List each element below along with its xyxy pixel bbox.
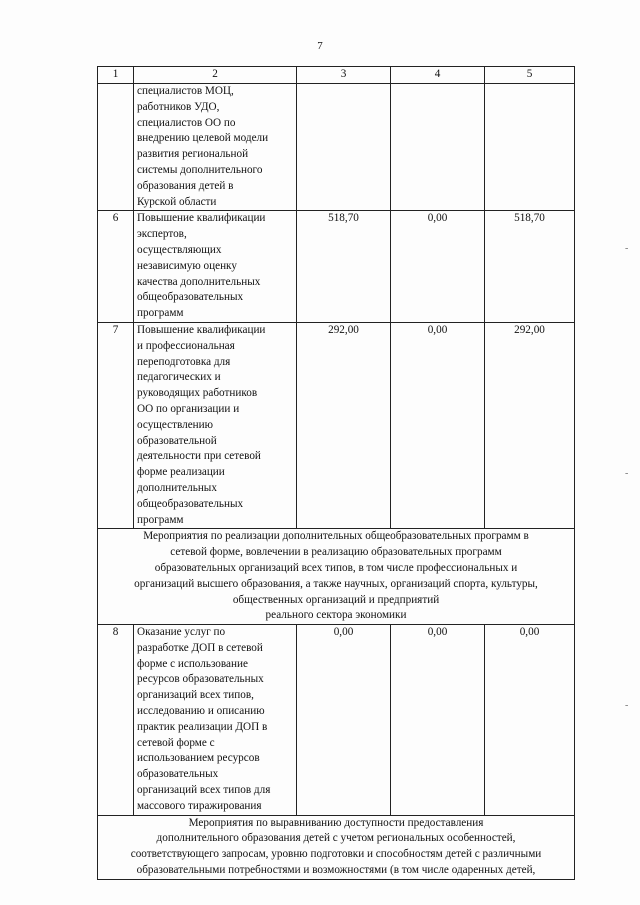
row-number: 7	[98, 322, 134, 528]
value-col5: 0,00	[485, 625, 575, 816]
table-row	[98, 322, 575, 528]
value-col3	[297, 84, 391, 211]
value-col5	[485, 84, 575, 211]
table-row	[98, 625, 575, 816]
row-number	[98, 84, 134, 211]
column-header-2: 2	[134, 67, 297, 84]
value-col5: 518,70	[485, 211, 575, 323]
row-description: Оказание услуг по разработке ДОП в сетевой форме с использование ресурсов образовательных организаций всех типов, исследованию и описанию практик реализации ДОП в сетевой форме с использованием ресурсов образовательных организаций всех типов для массового тиражирования	[134, 625, 297, 816]
row-number: 8	[98, 625, 134, 816]
value-col4	[391, 84, 485, 211]
page-number: 7	[317, 40, 323, 52]
row-description: специалистов МОЦ, работников УДО, специалистов ОО по внедрению целевой модели развития региональной системы дополнительного образования детей в Курской области	[134, 84, 297, 211]
budget-table	[97, 66, 575, 880]
section-row	[98, 815, 575, 879]
section-heading: Мероприятия по реализации дополнительных общеобразовательных программ в сетевой форме, вовлечении в реализацию образовательных программ образовательных организаций всех типов, в том числе профессиональных и организаций высшего образования, а также научных, организаций спорта, культуры, общественных организаций и предприятий реального сектора экономики	[98, 529, 575, 625]
row-number: 6	[98, 211, 134, 323]
table-row	[98, 84, 575, 211]
section-row	[98, 529, 575, 625]
value-col4: 0,00	[391, 211, 485, 323]
row-description: Повышение квалификации экспертов, осуществляющих независимую оценку качества дополнительных общеобразовательных программ	[134, 211, 297, 323]
column-header-5: 5	[485, 67, 575, 84]
value-col3: 0,00	[297, 625, 391, 816]
value-col4: 0,00	[391, 322, 485, 528]
scan-mark: -	[625, 700, 629, 711]
column-header-1: 1	[98, 67, 134, 84]
section-heading: Мероприятия по выравниванию доступности предоставления дополнительного образования детей с учетом региональных особенностей, соответствующего запросам, уровню подготовки и способностям детей с различными образовательными потребностями и возможностями (в том числе одаренных детей,	[98, 815, 575, 879]
column-header-4: 4	[391, 67, 485, 84]
scan-mark: -	[625, 468, 629, 479]
row-description: Повышение квалификации и профессиональная переподготовка для педагогических и руководящих работников ОО по организации и осуществлению образовательной деятельности при сетевой форме реализации дополнительных общеобразовательных программ	[134, 322, 297, 528]
table-row	[98, 211, 575, 323]
value-col5: 292,00	[485, 322, 575, 528]
value-col3: 518,70	[297, 211, 391, 323]
value-col3: 292,00	[297, 322, 391, 528]
column-header-3: 3	[297, 67, 391, 84]
value-col4: 0,00	[391, 625, 485, 816]
scan-mark: -	[625, 243, 629, 254]
header-row	[98, 67, 575, 84]
